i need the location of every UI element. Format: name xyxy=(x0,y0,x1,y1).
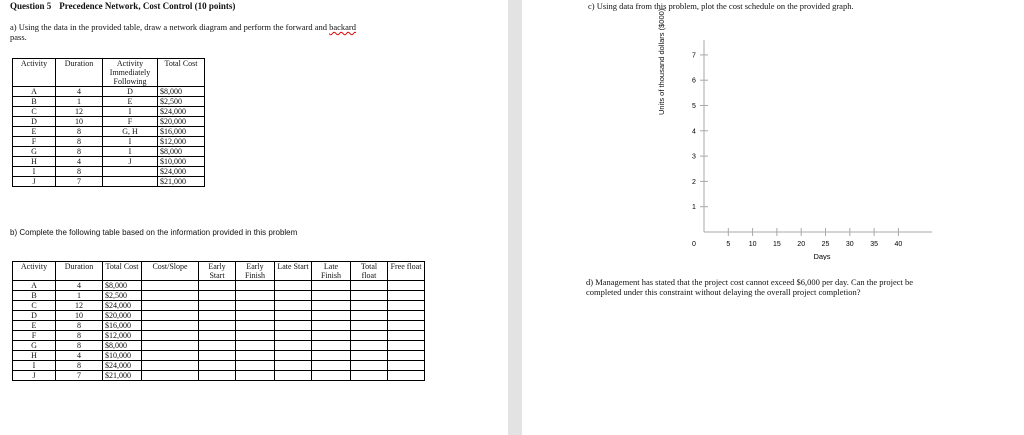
part-d-question xyxy=(586,277,1016,297)
t2-header-early-finish: Early Finish xyxy=(236,262,275,281)
t2-cell-total-float[interactable] xyxy=(351,291,388,301)
t2-row xyxy=(13,301,425,311)
t1-cell-duration: 8 xyxy=(56,127,103,137)
t2-cell-activity: H xyxy=(13,351,56,361)
t2-cell-late-finish[interactable] xyxy=(312,331,351,341)
t1-cell-duration: 4 xyxy=(56,87,103,97)
t2-cell-activity: C xyxy=(13,301,56,311)
left-page xyxy=(0,0,508,435)
graph-x-tick-label: 5 xyxy=(726,241,731,248)
t1-cell-following: I xyxy=(103,137,158,147)
t2-cell-duration: 1 xyxy=(56,291,103,301)
t1-cell-duration: 8 xyxy=(56,167,103,177)
t1-row xyxy=(13,177,205,187)
t2-cell-free-float[interactable] xyxy=(388,371,425,381)
t2-cell-duration: 4 xyxy=(56,351,103,361)
t1-cell-activity: A xyxy=(13,87,56,97)
t1-cell-following xyxy=(103,177,158,187)
t2-cell-total-cost: $20,000 xyxy=(103,311,142,321)
t1-cell-total-cost: $21,000 xyxy=(158,177,205,187)
t2-header-free-float: Free float xyxy=(388,262,425,281)
cost-schedule-graph[interactable] xyxy=(522,0,1024,260)
t2-cell-early-finish[interactable] xyxy=(236,331,275,341)
t2-cell-cost-slope[interactable] xyxy=(142,291,199,301)
t2-cell-activity: A xyxy=(13,281,56,291)
part-c-instructions: c) Using data from this problem, plot the cost schedule on the provided graph. xyxy=(588,1,854,11)
t1-cell-duration: 10 xyxy=(56,117,103,127)
graph-x-ticks xyxy=(692,228,902,248)
t2-cell-early-finish[interactable] xyxy=(236,371,275,381)
t1-cell-following: E xyxy=(103,97,158,107)
t1-cell-activity: G xyxy=(13,147,56,157)
t2-cell-early-start[interactable] xyxy=(199,341,236,351)
t1-cell-duration: 8 xyxy=(56,147,103,157)
t2-cell-free-float[interactable] xyxy=(388,291,425,301)
graph-x-tick-label: 10 xyxy=(748,241,757,248)
part-d-line2: completed under this constraint without delaying the overall project completion? xyxy=(586,287,861,297)
t1-cell-activity: F xyxy=(13,137,56,147)
t1-row xyxy=(13,107,205,117)
t2-header-cost-slope: Cost/Slope xyxy=(142,262,199,281)
graph-x-tick-label: 25 xyxy=(821,241,830,248)
t2-cell-late-start[interactable] xyxy=(275,351,312,361)
t2-cell-late-finish[interactable] xyxy=(312,301,351,311)
t2-row xyxy=(13,371,425,381)
t2-cell-cost-slope[interactable] xyxy=(142,321,199,331)
t1-cell-following: I xyxy=(103,107,158,117)
question-topic: Precedence Network, Cost Control (10 points) xyxy=(59,1,236,11)
t1-cell-total-cost: $10,000 xyxy=(158,157,205,167)
t2-cell-cost-slope[interactable] xyxy=(142,301,199,311)
t2-cell-total-float[interactable] xyxy=(351,341,388,351)
t1-cell-following: D xyxy=(103,87,158,97)
t2-cell-duration: 8 xyxy=(56,361,103,371)
t1-cell-activity: H xyxy=(13,157,56,167)
t2-cell-late-finish[interactable] xyxy=(312,341,351,351)
t2-cell-total-cost: $16,000 xyxy=(103,321,142,331)
t2-cell-early-start[interactable] xyxy=(199,291,236,301)
t1-cell-activity: B xyxy=(13,97,56,107)
t1-cell-total-cost: $2,500 xyxy=(158,97,205,107)
t1-cell-total-cost: $24,000 xyxy=(158,167,205,177)
t2-header-late-start: Late Start xyxy=(275,262,312,281)
t1-cell-duration: 12 xyxy=(56,107,103,117)
t2-header-duration: Duration xyxy=(56,262,103,281)
t1-row xyxy=(13,147,205,157)
t2-cell-duration: 8 xyxy=(56,331,103,341)
t2-cell-activity: G xyxy=(13,341,56,351)
t2-cell-duration: 4 xyxy=(56,281,103,291)
t1-cell-duration: 4 xyxy=(56,157,103,167)
page-divider xyxy=(508,0,522,435)
t1-cell-total-cost: $8,000 xyxy=(158,87,205,97)
t2-cell-total-cost: $24,000 xyxy=(103,301,142,311)
t2-row xyxy=(13,311,425,321)
t2-cell-late-finish[interactable] xyxy=(312,311,351,321)
t2-header-total-cost: Total Cost xyxy=(103,262,142,281)
t2-row xyxy=(13,341,425,351)
part-a-misspelled-word: backard xyxy=(329,22,357,32)
t2-cell-total-cost: $21,000 xyxy=(103,371,142,381)
question-title xyxy=(10,1,235,11)
t1-cell-following: I xyxy=(103,147,158,157)
t2-cell-activity: J xyxy=(13,371,56,381)
t2-cell-late-start[interactable] xyxy=(275,291,312,301)
graph-y-tick-label: 1 xyxy=(692,204,696,212)
t2-cell-early-finish[interactable] xyxy=(236,291,275,301)
part-b-instructions: b) Complete the following table based on the information provided in this problem xyxy=(10,228,298,237)
t1-header-activity: Activity xyxy=(13,59,56,87)
t2-cell-early-start[interactable] xyxy=(199,361,236,371)
graph-x-tick-label: 30 xyxy=(845,241,854,248)
t2-cell-duration: 8 xyxy=(56,321,103,331)
graph-y-tick-label: 5 xyxy=(692,103,696,110)
t2-cell-late-finish[interactable] xyxy=(312,351,351,361)
t1-row xyxy=(13,117,205,127)
t2-cell-cost-slope[interactable] xyxy=(142,311,199,321)
t2-cell-late-start[interactable] xyxy=(275,301,312,311)
t2-cell-total-cost: $8,000 xyxy=(103,341,142,351)
graph-y-tick-label: 6 xyxy=(692,77,696,85)
t2-cell-late-finish[interactable] xyxy=(312,361,351,371)
t2-cell-early-start[interactable] xyxy=(199,371,236,381)
t1-cell-total-cost: $16,000 xyxy=(158,127,205,137)
graph-y-ticks xyxy=(692,52,708,211)
t2-cell-cost-slope[interactable] xyxy=(142,331,199,341)
graph-x-tick-label: 35 xyxy=(870,241,878,248)
t2-cell-total-cost: $24,000 xyxy=(103,361,142,371)
schedule-table[interactable] xyxy=(12,261,425,381)
t1-cell-activity: C xyxy=(13,107,56,117)
t1-cell-activity: J xyxy=(13,177,56,187)
t2-cell-cost-slope[interactable] xyxy=(142,281,199,291)
t1-header-following: Activity Immediately Following xyxy=(103,59,158,87)
graph-x-tick-label: 20 xyxy=(797,241,806,248)
t1-cell-following: F xyxy=(103,117,158,127)
t2-cell-total-float[interactable] xyxy=(351,371,388,381)
t2-cell-total-float[interactable] xyxy=(351,351,388,361)
t1-cell-following xyxy=(103,167,158,177)
t2-cell-activity: B xyxy=(13,291,56,301)
t1-header-total-cost: Total Cost xyxy=(158,59,205,87)
t1-row xyxy=(13,127,205,137)
t1-cell-duration: 8 xyxy=(56,137,103,147)
part-a-line1: a) Using the data in the provided table, draw a network diagram and perform the forward and xyxy=(10,22,330,32)
t2-header-total-float: Total float xyxy=(351,262,388,281)
t1-cell-activity: D xyxy=(13,117,56,127)
t1-cell-following: G, H xyxy=(103,127,158,137)
part-d-line1: d) Management has stated that the project cost cannot exceed $6,000 per day. Can the project be xyxy=(586,277,914,287)
graph-x-axis-label: Days xyxy=(813,252,831,260)
t2-cell-cost-slope[interactable] xyxy=(142,341,199,351)
t2-cell-early-start[interactable] xyxy=(199,301,236,311)
t2-cell-early-start[interactable] xyxy=(199,321,236,331)
t2-cell-duration: 10 xyxy=(56,311,103,321)
t1-cell-total-cost: $12,000 xyxy=(158,137,205,147)
t1-row xyxy=(13,137,205,147)
t2-cell-cost-slope[interactable] xyxy=(142,351,199,361)
t2-cell-total-float[interactable] xyxy=(351,321,388,331)
part-a-line2: pass. xyxy=(10,32,27,42)
t2-cell-total-cost: $10,000 xyxy=(103,351,142,361)
t2-cell-late-start[interactable] xyxy=(275,331,312,341)
t2-cell-free-float[interactable] xyxy=(388,281,425,291)
t2-cell-total-cost: $8,000 xyxy=(103,281,142,291)
t2-cell-total-float[interactable] xyxy=(351,281,388,291)
t2-cell-early-start[interactable] xyxy=(199,331,236,341)
graph-x-tick-label: 0 xyxy=(692,241,696,248)
t2-cell-free-float[interactable] xyxy=(388,351,425,361)
t1-body xyxy=(13,87,205,187)
t1-row xyxy=(13,97,205,107)
t2-cell-duration: 12 xyxy=(56,301,103,311)
t2-cell-late-start[interactable] xyxy=(275,321,312,331)
t2-row xyxy=(13,351,425,361)
t1-row xyxy=(13,87,205,97)
graph-x-tick-label: 15 xyxy=(773,241,781,248)
t2-cell-total-cost: $12,000 xyxy=(103,331,142,341)
t2-row xyxy=(13,361,425,371)
t2-cell-free-float[interactable] xyxy=(388,331,425,341)
right-page xyxy=(522,0,1024,435)
t2-header-late-finish: Late Finish xyxy=(312,262,351,281)
t1-cell-total-cost: $24,000 xyxy=(158,107,205,117)
t1-cell-total-cost: $20,000 xyxy=(158,117,205,127)
t2-cell-cost-slope[interactable] xyxy=(142,361,199,371)
t2-cell-activity: D xyxy=(13,311,56,321)
t2-row xyxy=(13,321,425,331)
t2-cell-late-finish[interactable] xyxy=(312,281,351,291)
t2-cell-free-float[interactable] xyxy=(388,301,425,311)
t1-row xyxy=(13,157,205,167)
t2-cell-duration: 7 xyxy=(56,371,103,381)
t2-cell-total-float[interactable] xyxy=(351,301,388,311)
t2-cell-activity: I xyxy=(13,361,56,371)
t2-cell-late-start[interactable] xyxy=(275,281,312,291)
t2-cell-late-finish[interactable] xyxy=(312,371,351,381)
t2-header-activity: Activity xyxy=(13,262,56,281)
t2-cell-total-float[interactable] xyxy=(351,361,388,371)
t2-cell-early-finish[interactable] xyxy=(236,361,275,371)
t2-header-early-start: Early Start xyxy=(199,262,236,281)
graph-y-tick-label: 4 xyxy=(692,128,696,136)
t2-cell-early-finish[interactable] xyxy=(236,301,275,311)
t2-cell-free-float[interactable] xyxy=(388,341,425,351)
t2-cell-early-finish[interactable] xyxy=(236,311,275,321)
t2-cell-early-finish[interactable] xyxy=(236,281,275,291)
graph-y-axis-label: Units of thousand dollars ($000) xyxy=(657,8,666,115)
graph-x-tick-label: 40 xyxy=(894,241,903,248)
t2-cell-duration: 8 xyxy=(56,341,103,351)
t2-row xyxy=(13,291,425,301)
t2-cell-total-cost: $2,500 xyxy=(103,291,142,301)
graph-y-tick-label: 7 xyxy=(692,52,696,60)
t2-cell-free-float[interactable] xyxy=(388,361,425,371)
t1-cell-duration: 1 xyxy=(56,97,103,107)
activity-data-table xyxy=(12,58,205,187)
t2-cell-late-finish[interactable] xyxy=(312,291,351,301)
t1-cell-activity: I xyxy=(13,167,56,177)
part-a-instructions xyxy=(10,22,500,42)
t2-cell-early-start[interactable] xyxy=(199,311,236,321)
t2-cell-activity: F xyxy=(13,331,56,341)
t2-cell-cost-slope[interactable] xyxy=(142,371,199,381)
question-number: Question 5 xyxy=(10,1,52,11)
t1-cell-duration: 7 xyxy=(56,177,103,187)
t2-cell-late-finish[interactable] xyxy=(312,321,351,331)
t2-cell-early-start[interactable] xyxy=(199,351,236,361)
t2-cell-free-float[interactable] xyxy=(388,321,425,331)
t2-cell-total-float[interactable] xyxy=(351,311,388,321)
t2-cell-early-finish[interactable] xyxy=(236,321,275,331)
t1-cell-following: J xyxy=(103,157,158,167)
t1-header-duration: Duration xyxy=(56,59,103,87)
t2-row xyxy=(13,281,425,291)
t2-body xyxy=(13,281,425,381)
t2-cell-free-float[interactable] xyxy=(388,311,425,321)
t2-cell-late-start[interactable] xyxy=(275,361,312,371)
t2-cell-total-float[interactable] xyxy=(351,331,388,341)
t1-cell-total-cost: $8,000 xyxy=(158,147,205,157)
t2-cell-activity: E xyxy=(13,321,56,331)
t2-cell-late-start[interactable] xyxy=(275,371,312,381)
t1-cell-activity: E xyxy=(13,127,56,137)
t2-row xyxy=(13,331,425,341)
graph-y-tick-label: 3 xyxy=(692,153,696,161)
t2-cell-early-finish[interactable] xyxy=(236,351,275,361)
t2-cell-late-start[interactable] xyxy=(275,341,312,351)
graph-y-tick-label: 2 xyxy=(692,178,696,186)
t2-cell-early-start[interactable] xyxy=(199,281,236,291)
t2-cell-early-finish[interactable] xyxy=(236,341,275,351)
t2-cell-late-start[interactable] xyxy=(275,311,312,321)
t1-row xyxy=(13,167,205,177)
